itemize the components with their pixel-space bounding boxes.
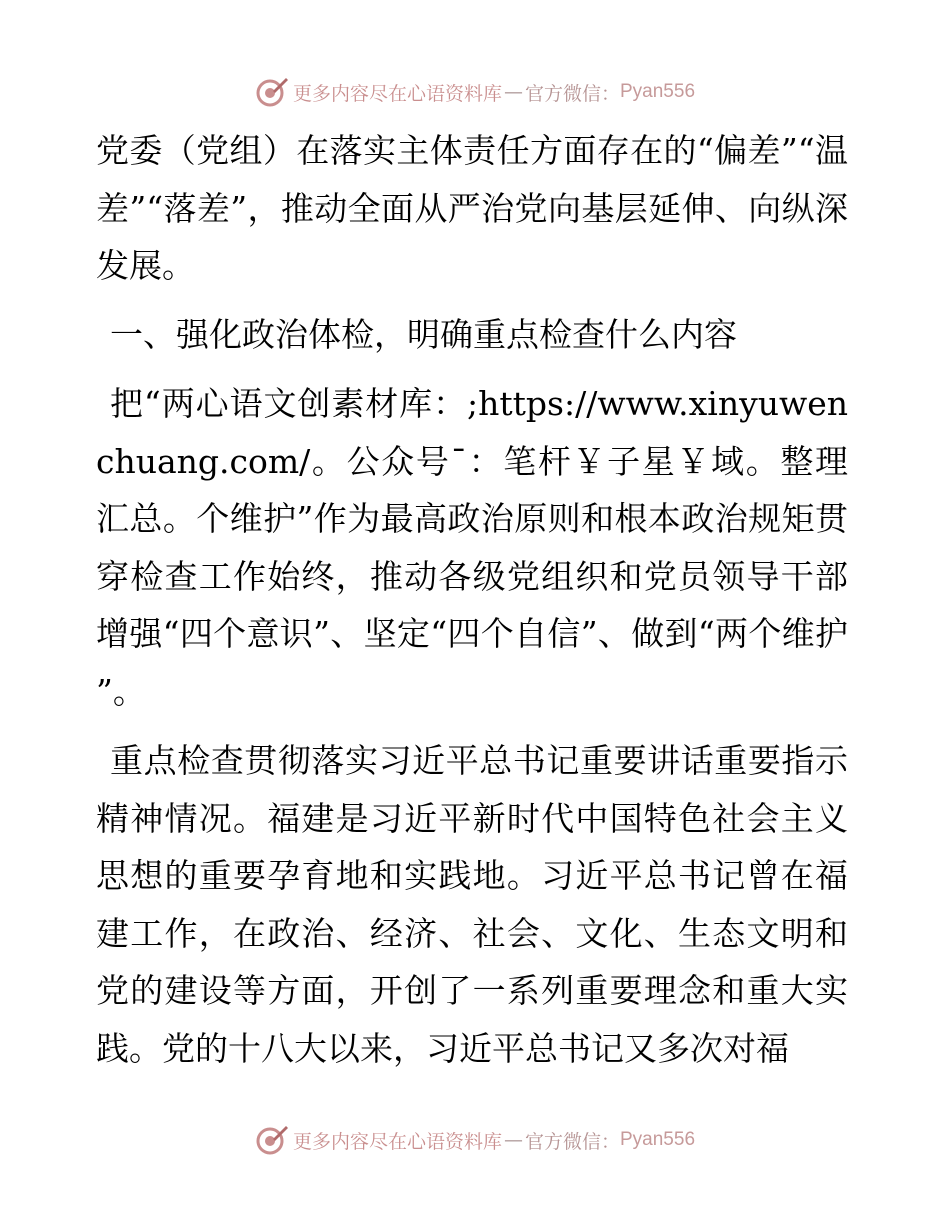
watermark-wechat-handle: Pyan556 <box>620 81 696 102</box>
watermark-separator: — <box>503 1129 523 1151</box>
document-body <box>96 122 848 1077</box>
section-heading: 一、强化政治体检，明确重点检查什么内容 <box>110 314 737 354</box>
ink-brush-logo-icon <box>255 75 289 109</box>
watermark-brand-text: 更多内容尽在心语资料库 <box>292 1130 502 1153</box>
watermark-separator: — <box>503 81 523 103</box>
paragraph-intro: 党委（党组）在落实主体责任方面存在的“偏差”“温差”“落差”，推动全面从严治党向基层延伸、向纵深发展。 <box>96 131 848 285</box>
watermark-wechat-label: 官方微信： <box>524 1130 620 1153</box>
watermark-wechat-label: 官方微信： <box>524 82 620 105</box>
ink-brush-logo-icon <box>255 1123 289 1157</box>
footer-watermark <box>0 1120 950 1160</box>
paragraph-body: 把“两心语文创素材库：;https://www.xinyuwenchuang.com/。公众号¯：笔杆￥子星￥域。整理汇总。个维护”作为最高政治原则和根本政治规矩贯穿检查工作始终，推动各级党组织和党员领导干部增强“四个意识”、坚定“四个自信”、做到“两个维护”。 <box>96 384 848 711</box>
header-watermark <box>0 72 950 112</box>
watermark-brand-text: 更多内容尽在心语资料库 <box>292 82 502 105</box>
watermark-wechat-handle: Pyan556 <box>620 1129 696 1150</box>
paragraph-body: 重点检查贯彻落实习近平总书记重要讲话重要指示精神情况。福建是习近平新时代中国特色社会主义思想的重要孕育地和实践地。习近平总书记曾在福建工作，在政治、经济、社会、文化、生态文明和党的建设等方面，开创了一系列重要理念和重大实践。党的十八大以来，习近平总书记又多次对福 <box>96 741 848 1068</box>
